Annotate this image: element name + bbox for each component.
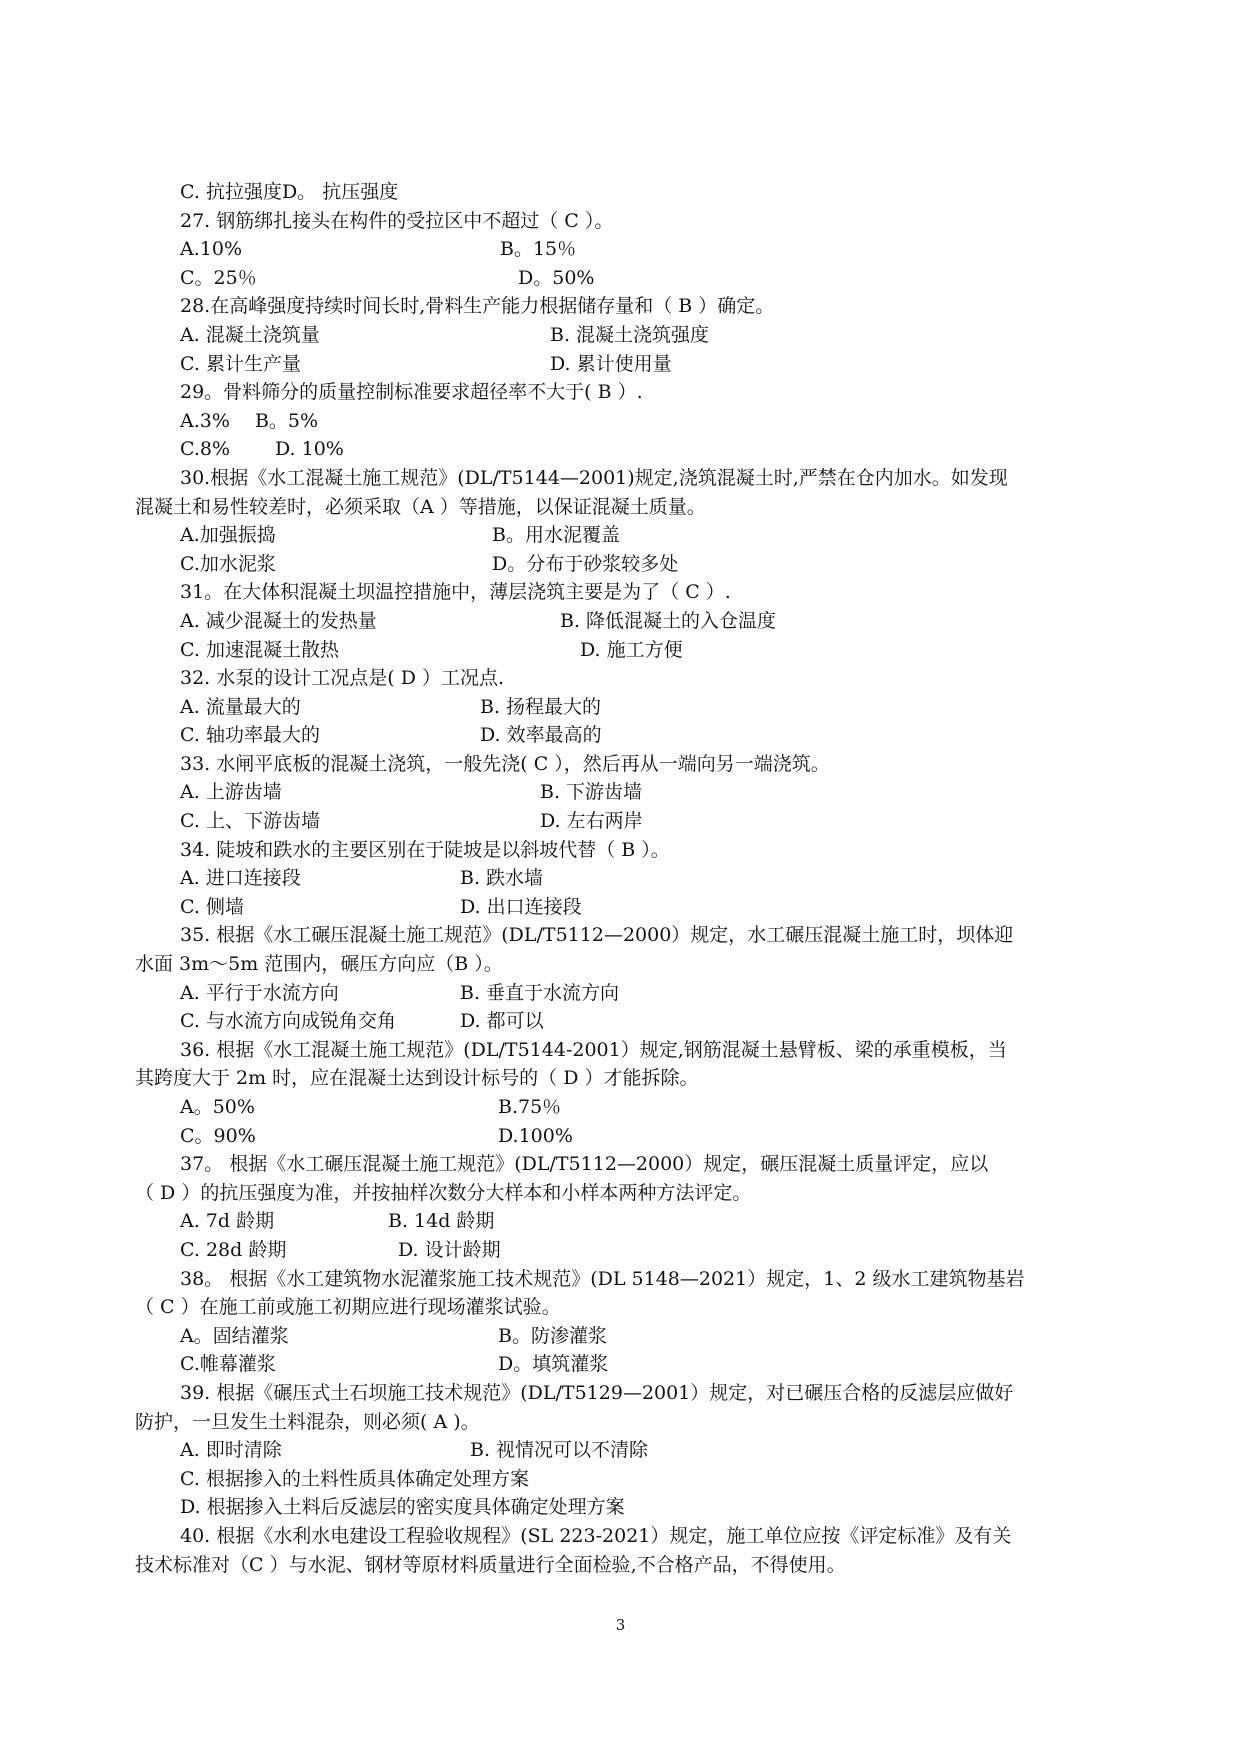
option-text: B. 降低混凝土的入仓温度 — [560, 609, 777, 632]
text-line — [180, 1265, 1115, 1294]
text-line — [180, 836, 1115, 865]
text-line — [135, 1408, 1115, 1437]
text-line — [180, 321, 1115, 350]
text-line — [135, 950, 1115, 979]
line-text: C. 侧墙 — [180, 895, 244, 918]
option-text: D. 都可以 — [460, 1010, 544, 1033]
line-text: C. 抗拉强度D。 抗压强度 — [180, 181, 399, 203]
text-line — [135, 1293, 1115, 1322]
line-text: （ D ）的抗压强度为准，并按抽样次数分大样本和小样本两种方法评定。 — [135, 1181, 752, 1204]
line-text: （ C ）在施工前或施工初期应进行现场灌浆试验。 — [135, 1296, 561, 1319]
line-text: 技术标准对（C ）与水泥、钢材等原材料质量进行全面检验,不合格产品，不得使用。 — [135, 1553, 846, 1576]
line-text: 34. 陡坡和跌水的主要区别在于陡坡是以斜坡代替（ B ）。 — [180, 838, 670, 861]
text-line — [180, 464, 1115, 493]
option-text: B。防渗灌浆 — [498, 1324, 607, 1347]
line-text: C. 轴功率最大的 — [180, 724, 320, 747]
option-text: B. 混凝土浇筑强度 — [550, 323, 710, 346]
text-line — [180, 1322, 1115, 1351]
text-line — [180, 807, 1115, 836]
line-text: 混凝土和易性较差时，必须采取（A ）等措施，以保证混凝土质量。 — [135, 495, 706, 518]
text-line — [180, 750, 1115, 779]
option-text: B. 扬程最大的 — [480, 695, 602, 718]
text-line — [135, 1179, 1115, 1208]
text-line — [180, 893, 1115, 922]
line-text: 防护，一旦发生土料混杂，则必须( A )。 — [135, 1410, 480, 1433]
text-line — [180, 1093, 1115, 1122]
text-line — [135, 1551, 1115, 1580]
line-text: C。25％ — [180, 266, 257, 289]
line-text: A. 减少混凝土的发热量 — [180, 609, 377, 632]
option-text: D. 施工方便 — [580, 638, 683, 661]
text-line — [180, 264, 1115, 293]
line-text: A. 平行于水流方向 — [180, 981, 339, 1004]
line-text: A.3% B。5% — [180, 409, 319, 432]
option-text: D。分布于砂浆较多处 — [492, 552, 679, 575]
option-text: B. 垂直于水流方向 — [460, 981, 620, 1004]
line-text: 31。在大体积混凝土坝温控措施中，薄层浇筑主要是为了（ C ）. — [180, 581, 731, 604]
line-text: 其跨度大于 2m 时，应在混凝土达到设计标号的（ D ）才能拆除。 — [135, 1067, 699, 1090]
line-text: C。90% — [180, 1124, 256, 1147]
text-line — [180, 1122, 1115, 1151]
text-line — [180, 1522, 1115, 1551]
text-line — [180, 1350, 1115, 1379]
line-text: 38。 根据《水工建筑物水泥灌浆施工技术规范》(DL 5148—2021）规定，1、2 级水工建筑物基岩 — [180, 1267, 1025, 1290]
line-text: 37。 根据《水工碾压混凝土施工规范》(DL/T5112—2000）规定，碾压混凝土质量评定，应以 — [180, 1153, 989, 1176]
text-line — [180, 979, 1115, 1008]
option-text: B. 14d 龄期 — [388, 1210, 495, 1233]
option-text: D. 设计龄期 — [398, 1238, 501, 1261]
text-line — [180, 778, 1115, 807]
line-text: A. 即时清除 — [180, 1439, 282, 1462]
text-line — [180, 921, 1115, 950]
line-text: C.8% — [180, 438, 231, 461]
option-text: D. 累计使用量 — [550, 352, 672, 375]
line-text: C. 上、下游齿墙 — [180, 810, 320, 833]
line-text: C. 与水流方向成锐角交角 — [180, 1010, 396, 1033]
option-text: D. 左右两岸 — [540, 810, 643, 833]
option-text: D。填筑灌浆 — [498, 1353, 609, 1376]
text-line — [180, 235, 1115, 264]
line-text: C. 根据掺入的土料性质具体确定处理方案 — [180, 1467, 529, 1490]
line-text: 水面 3m～5m 范围内，碾压方向应（B ）。 — [135, 953, 503, 976]
option-text: B。用水泥覆盖 — [492, 524, 620, 547]
text-line — [180, 550, 1115, 579]
line-text: C. 28d 龄期 — [180, 1238, 287, 1261]
option-text: D. 10% — [275, 438, 344, 461]
text-line — [180, 1207, 1115, 1236]
line-text: A. 流量最大的 — [180, 695, 301, 718]
line-text: 28.在高峰强度持续时间长时,骨料生产能力根据储存量和（ B ）确定。 — [180, 295, 775, 318]
text-line — [180, 1379, 1115, 1408]
line-text: A.10% — [180, 238, 242, 261]
line-text: C. 累计生产量 — [180, 352, 301, 375]
text-line — [135, 1064, 1115, 1093]
option-text: D. 出口连接段 — [460, 895, 582, 918]
text-line — [180, 521, 1115, 550]
option-text: B.75％ — [498, 1096, 562, 1118]
line-text: 36. 根据《水工混凝土施工规范》(DL/T5144-2001）规定,钢筋混凝土悬臂板、梁的承重模板，当 — [180, 1038, 1007, 1061]
line-text: 30.根据《水工混凝土施工规范》(DL/T5144—2001)规定,浇筑混凝土时,严禁在仓内加水。如发现 — [180, 466, 1008, 489]
text-line — [180, 1150, 1115, 1179]
line-text: A. 混凝土浇筑量 — [180, 323, 320, 346]
text-line — [180, 378, 1115, 407]
line-text: 40. 根据《水利水电建设工程验收规程》(SL 223-2021）规定，施工单位应按《评定标准》及有关 — [180, 1524, 1012, 1547]
text-line — [180, 1236, 1115, 1265]
text-line — [180, 1493, 1115, 1522]
option-text: B. 视情况可以不清除 — [470, 1439, 649, 1462]
line-text: C.帷幕灌浆 — [180, 1353, 276, 1376]
option-text: B。15％ — [500, 238, 577, 261]
option-text: D。50% — [518, 266, 595, 289]
text-line — [180, 1007, 1115, 1036]
text-line — [180, 1436, 1115, 1465]
line-text: 39. 根据《碾压式土石坝施工技术规范》(DL/T5129—2001）规定，对已碾压合格的反滤层应做好 — [180, 1381, 1014, 1404]
line-text: 29。骨料筛分的质量控制标准要求超径率不大于( B ）. — [180, 381, 643, 404]
page-number: 3 — [615, 1616, 626, 1634]
line-text: A。50% — [180, 1096, 255, 1118]
text-line — [180, 207, 1115, 236]
text-line — [180, 578, 1115, 607]
text-line — [180, 607, 1115, 636]
text-line — [180, 636, 1115, 665]
text-line — [180, 178, 1115, 207]
line-text: C.加水泥浆 — [180, 552, 276, 575]
line-text: 27. 钢筋绑扎接头在构件的受拉区中不超过（ C ）。 — [180, 209, 614, 232]
text-line — [180, 864, 1115, 893]
text-line — [180, 407, 1115, 436]
text-line — [180, 664, 1115, 693]
text-line — [180, 350, 1115, 379]
text-line — [180, 1036, 1115, 1065]
line-text: A.加强振捣 — [180, 524, 276, 547]
line-text: A。固结灌浆 — [180, 1324, 289, 1347]
line-text: A. 7d 龄期 — [180, 1210, 275, 1233]
line-text: C. 加速混凝土散热 — [180, 638, 339, 661]
line-text: D. 根据掺入土料后反滤层的密实度具体确定处理方案 — [180, 1496, 625, 1519]
text-line — [180, 693, 1115, 722]
option-text: B. 下游齿墙 — [540, 781, 643, 804]
question-list — [135, 178, 1115, 1579]
option-text: B. 跌水墙 — [460, 867, 544, 890]
line-text: 35. 根据《水工碾压混凝土施工规范》(DL/T5112—2000）规定，水工碾压混凝土施工时，坝体迎 — [180, 924, 1014, 947]
line-text: A. 上游齿墙 — [180, 781, 282, 804]
text-line — [180, 721, 1115, 750]
text-line — [180, 292, 1115, 321]
text-line — [180, 435, 1115, 464]
line-text: 33. 水闸平底板的混凝土浇筑，一般先浇( C ），然后再从一端向另一端浇筑。 — [180, 752, 830, 775]
text-line — [135, 493, 1115, 522]
line-text: 32. 水泵的设计工况点是( D ）工况点. — [180, 667, 505, 690]
line-text: A. 进口连接段 — [180, 867, 301, 890]
text-line — [180, 1465, 1115, 1494]
option-text: D.100% — [498, 1124, 573, 1147]
option-text: D. 效率最高的 — [480, 724, 602, 747]
